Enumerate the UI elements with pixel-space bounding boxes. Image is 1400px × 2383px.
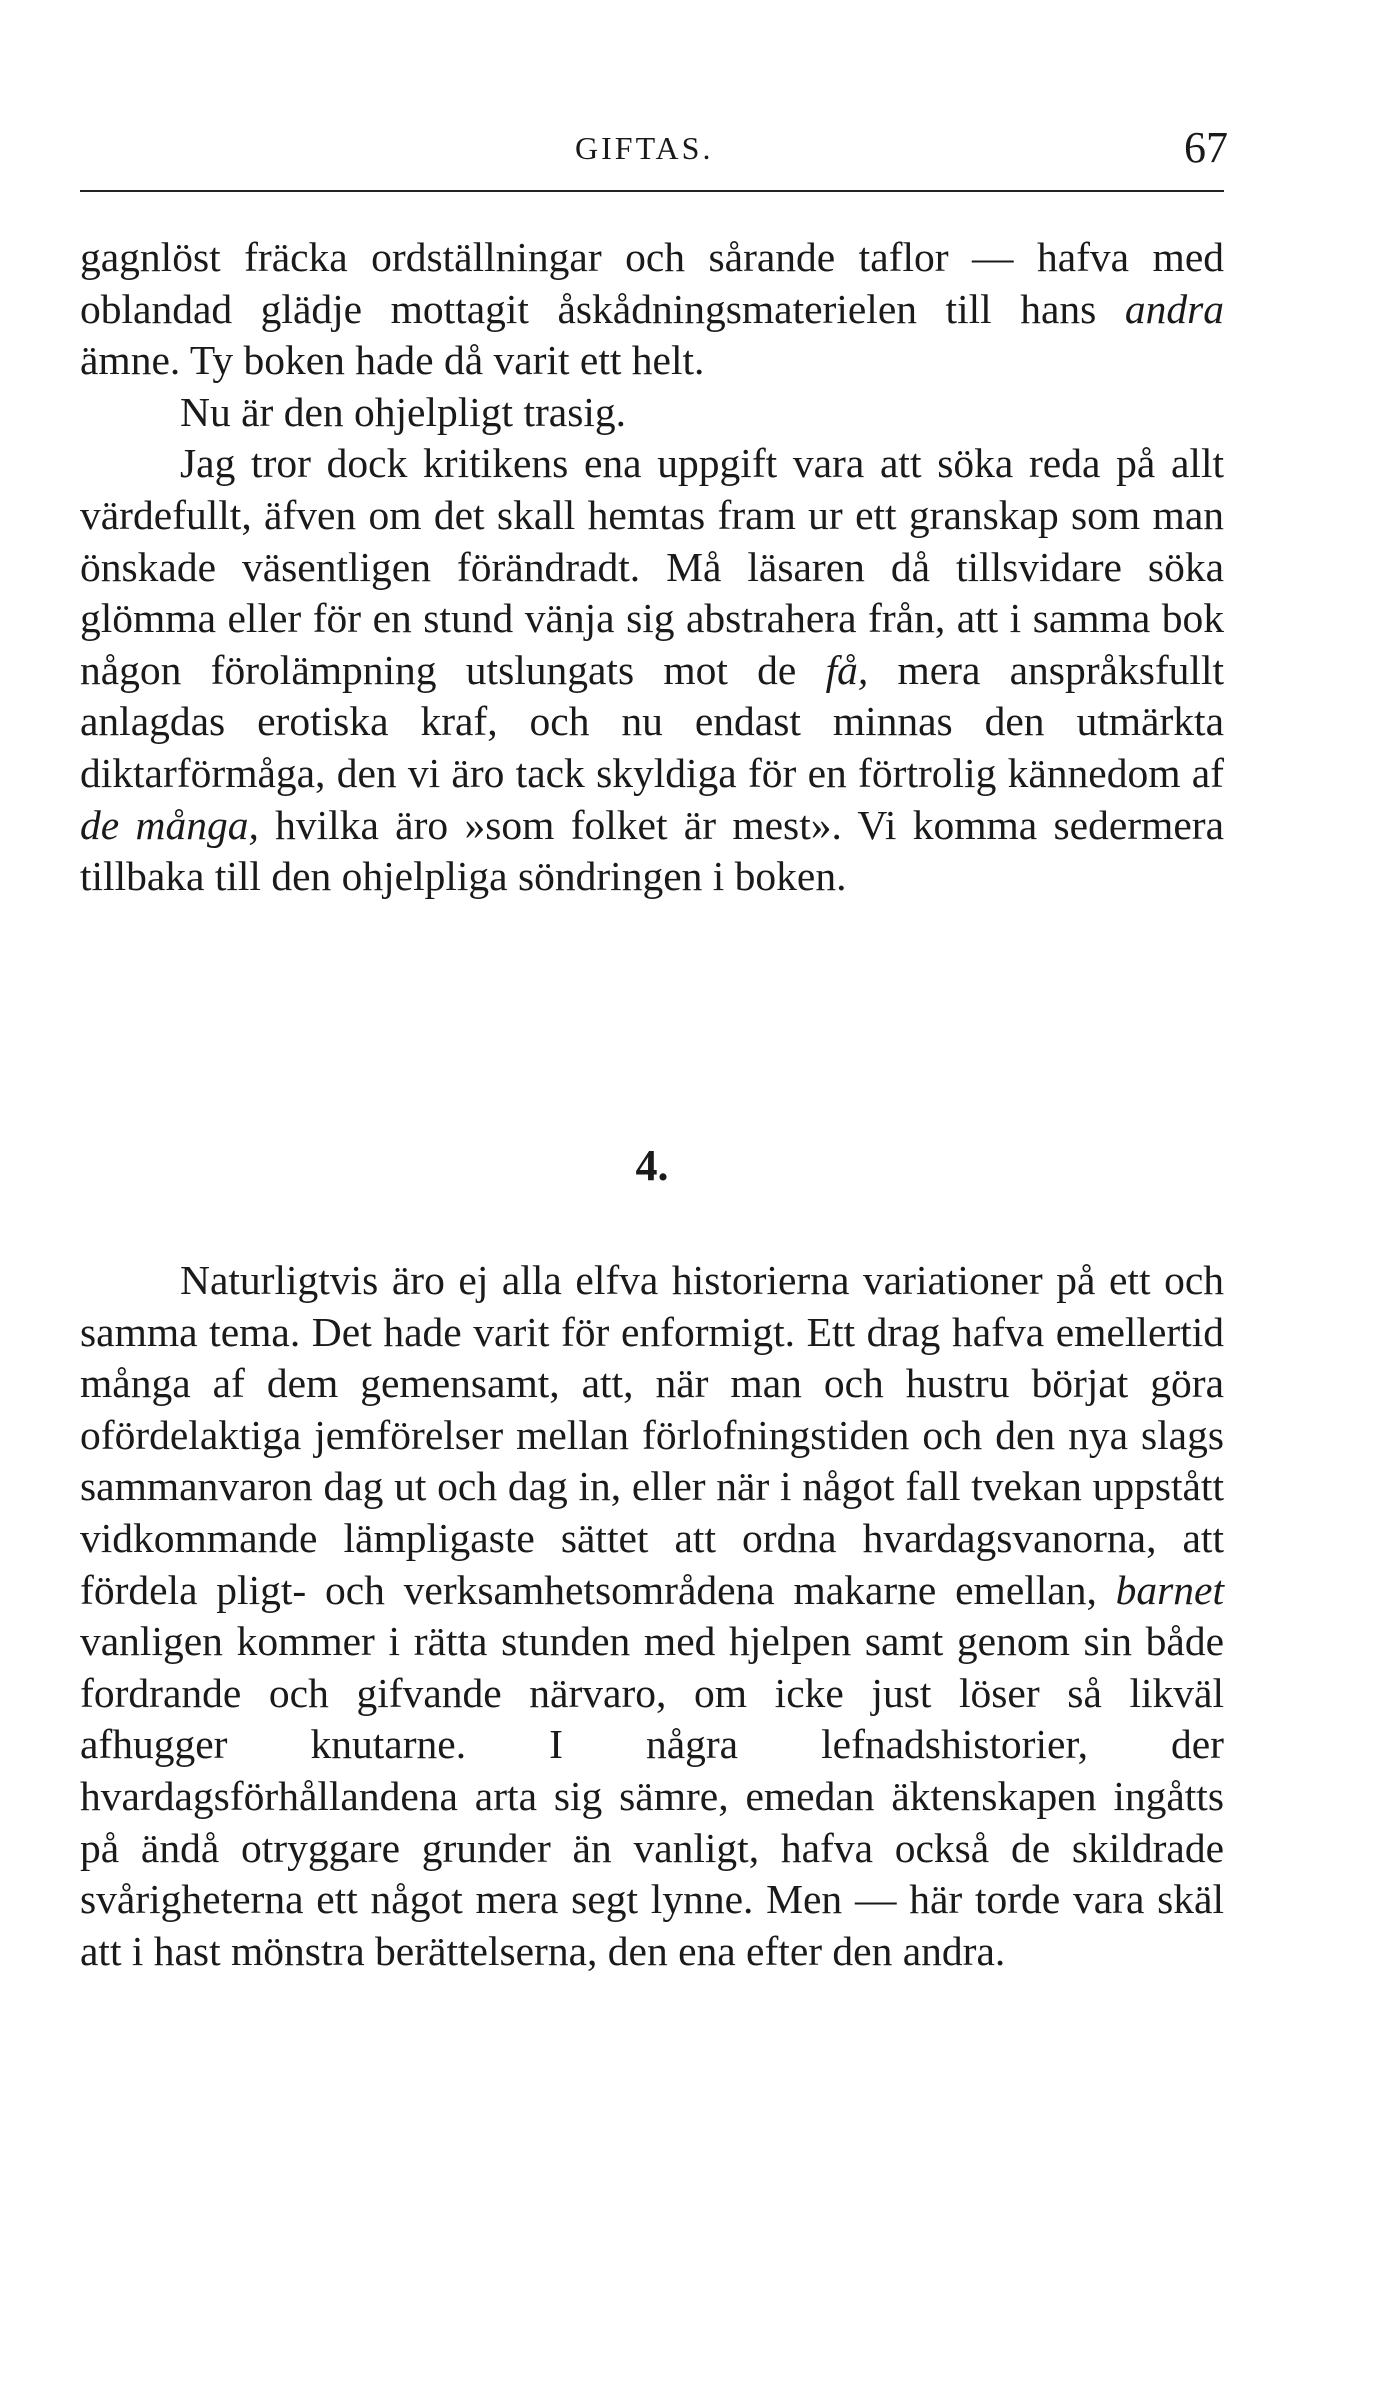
paragraph: Naturligtvis äro ej alla elfva historierna variationer på ett och samma tema. Det hade varit för enformigt. Ett drag hafva emellertid många af dem gemensamt, att, när man och hustru börjat göra ofördelaktiga jemförelser mellan förlofningstiden och den nya slags sammanvaron dag ut och dag in, eller när i något fall tvekan uppstått vidkommande lämpligaste sättet att ordna hvardagsvanorna, att fördela pligt- och verksamhetsområdena makarne emellan, barnet vanligen kommer i rätta stunden med hjelpen samt genom sin både fordrande och gifvande närvaro, om icke just löser så likväl afhugger knutarne. I några lefnadshistorier, der hvardagsförhållandena arta sig sämre, emedan äktenskapen ingåtts på ändå otryggare grunder än vanligt, hafva också de skildrade svårigheterna ett något mera segt lynne. Men — här torde vara skäl att i hast mönstra berättelserna, den ena efter den andra. — [80, 1257, 1224, 1974]
section-1-text — [80, 232, 1224, 903]
section-2-text — [80, 1255, 1224, 1977]
paragraph: Nu är den ohjelpligt trasig. — [180, 388, 627, 435]
page-number: 67 — [1184, 123, 1228, 172]
header-rule — [80, 190, 1224, 192]
paragraph: Jag tror dock kritikens ena uppgift vara att söka reda på allt värdefullt, äfven om det skall hemtas fram ur ett granskap som man önskade väsentligen förändradt. Må läsaren då tillsvidare söka glömma eller för en stund vänja sig abstrahera från, att i samma bok någon förolämpning utslungats mot de få, mera anspråksfullt anlagdas erotiska kraf, och nu endast minnas den utmärkta diktarförmåga, den vi äro tack skyldiga för en förtrolig kännedom af de många, hvilka äro »som folket är mest». Vi komma sedermera tillbaka till den ohjelpliga söndringen i boken. — [80, 440, 1225, 900]
section-heading: 4. — [635, 1141, 669, 1190]
paragraph-continuation: gagnlöst fräcka ordställningar och sårande taflor — hafva med oblandad glädje mottagit åskådningsmaterielen till hans andra ämne. Ty boken hade då varit ett helt. — [80, 234, 1224, 384]
running-title: GIFTAS. — [575, 130, 714, 166]
